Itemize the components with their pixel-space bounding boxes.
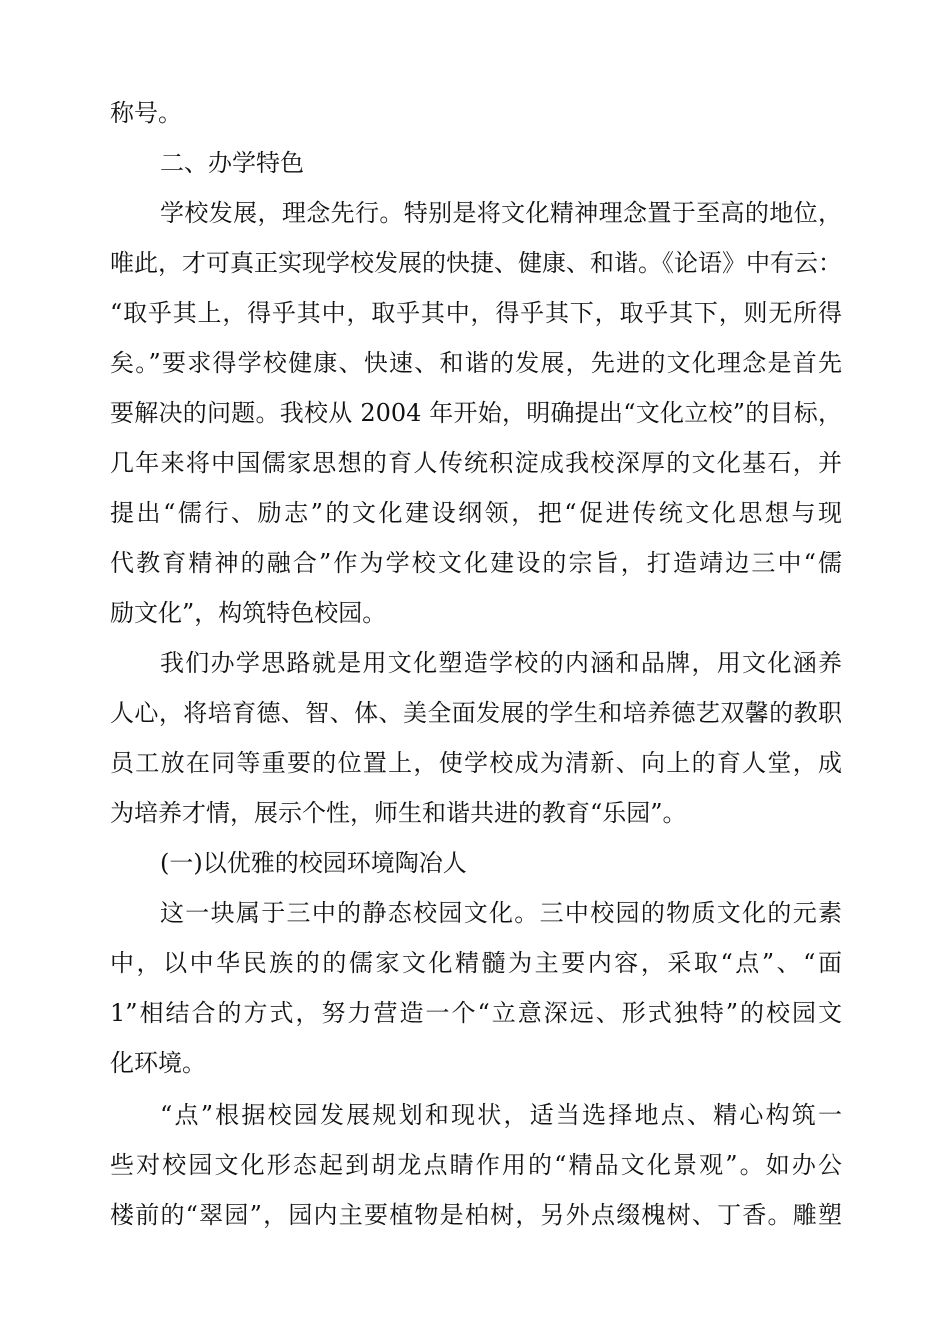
text-line: “点”根据校园发展规划和现状，适当选择地点、精心构筑一 — [160, 1101, 842, 1129]
subsection-heading: (一)以优雅的校园环境陶冶人 — [160, 849, 467, 877]
text-line: 唯此，才可真正实现学校发展的快捷、健康、和谐。《论语》中有云： — [110, 249, 842, 277]
text-line: 要解决的问题。我校从 2004 年开始，明确提出“文化立校”的目标， — [110, 399, 842, 427]
document-body — [110, 88, 842, 1240]
text-line: 励文化”，构筑特色校园。 — [110, 599, 387, 627]
text-line: 我们办学思路就是用文化塑造学校的内涵和品牌，用文化涵养 — [160, 649, 842, 677]
text-line: 这一块属于三中的静态校园文化。三中校园的物质文化的元素 — [160, 899, 842, 927]
section-heading: 二、办学特色 — [160, 149, 304, 177]
text-line: 中，以中华民族的的儒家文化精髓为主要内容，采取“点”、“面 — [110, 949, 842, 977]
text-line: “取乎其上，得乎其中，取乎其中，得乎其下，取乎其下，则无所得 — [110, 299, 842, 327]
text-line: 员工放在同等重要的位置上，使学校成为清新、向上的育人堂，成 — [110, 749, 842, 777]
text-line: 称号。 — [110, 99, 182, 127]
text-line: 矣。”要求得学校健康、快速、和谐的发展，先进的文化理念是首先 — [110, 349, 842, 377]
text-line: 楼前的“翠园”，园内主要植物是柏树，另外点缀槐树、丁香。雕塑 — [110, 1201, 842, 1229]
text-line: 提出“儒行、励志”的文化建设纲领，把“促进传统文化思想与现 — [110, 499, 842, 527]
text-line: 为培养才情，展示个性，师生和谐共进的教育“乐园”。 — [110, 799, 687, 827]
text-line: 些对校园文化形态起到胡龙点睛作用的“精品文化景观”。如办公 — [110, 1151, 842, 1179]
text-line: 化环境。 — [110, 1049, 206, 1077]
text-line: 1”相结合的方式，努力营造一个“立意深远、形式独特”的校园文 — [110, 999, 842, 1027]
text-line: 几年来将中国儒家思想的育人传统积淀成我校深厚的文化基石，并 — [110, 449, 842, 477]
text-line: 学校发展，理念先行。特别是将文化精神理念置于至高的地位， — [160, 199, 842, 227]
text-line: 代教育精神的融合”作为学校文化建设的宗旨，打造靖边三中“儒 — [110, 549, 842, 577]
text-line: 人心，将培育德、智、体、美全面发展的学生和培养德艺双馨的教职 — [110, 699, 842, 727]
